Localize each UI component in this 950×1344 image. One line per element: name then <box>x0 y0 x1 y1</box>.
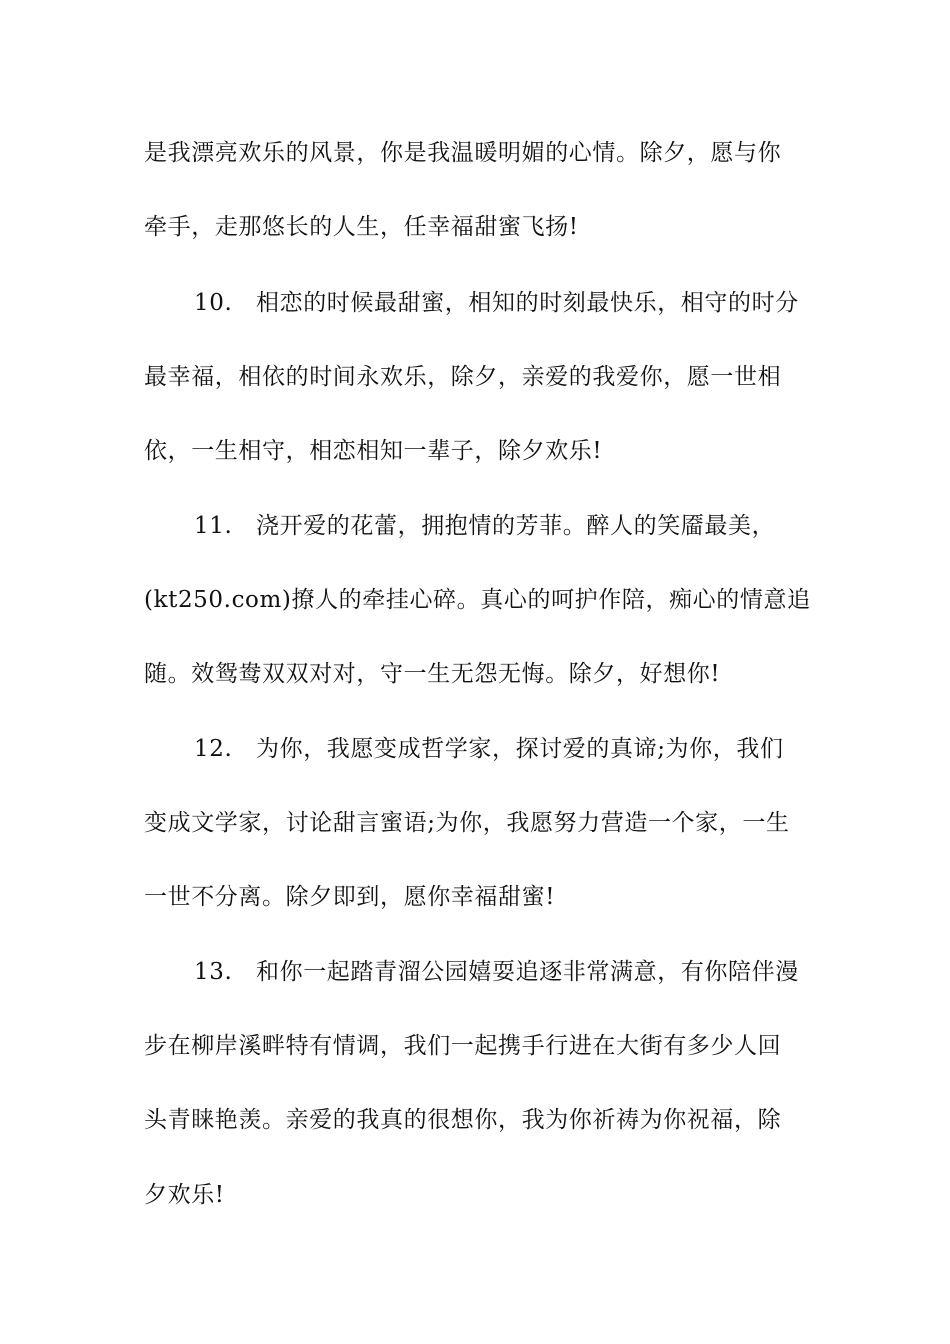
text-line: 一世不分离。除夕即到，愿你幸福甜蜜! <box>144 884 556 910</box>
text-line: 夕欢乐! <box>144 1182 225 1208</box>
item-number: 13. <box>194 959 233 985</box>
text-line: 浇开爱的花蕾，拥抱情的芳菲。醉人的笑靥最美， <box>256 513 776 539</box>
text-line: 为你，我愿变成哲学家，探讨爱的真谛;为你，我们 <box>256 736 784 762</box>
text-line: 牵手，走那悠长的人生，任幸福甜蜜飞扬! <box>144 214 579 240</box>
item-number: 11. <box>194 513 233 539</box>
text-line: 随。效鸳鸯双双对对，守一生无怨无悔。除夕，好想你! <box>144 661 721 687</box>
text-line: 是我漂亮欢乐的风景，你是我温暖明媚的心情。除夕，愿与你 <box>144 140 782 166</box>
text-line: 最幸福，相依的时间永欢乐，除夕，亲爱的我爱你，愿一世相 <box>144 364 782 390</box>
text-line: 和你一起踏青溜公园嬉耍追逐非常满意，有你陪伴漫 <box>256 959 799 985</box>
text-line: 头青睐艳羡。亲爱的我真的很想你，我为你祈祷为你祝福，除 <box>144 1107 782 1133</box>
paragraph-10-first-line <box>194 283 860 323</box>
item-number: 12. <box>194 736 233 762</box>
paragraph-12-first-line <box>194 729 860 769</box>
paragraph-13-first-line <box>194 952 860 992</box>
text-line: (kt250.com)撩人的牵挂心碎。真心的呵护作陪，痴心的情意追 <box>144 587 811 613</box>
text-line: 相恋的时候最甜蜜，相知的时刻最快乐，相守的时分 <box>256 290 799 316</box>
text-line: 步在柳岸溪畔特有情调，我们一起携手行进在大街有多少人回 <box>144 1033 782 1059</box>
text-line: 依，一生相守，相恋相知一辈子，除夕欢乐! <box>144 438 603 464</box>
paragraph-11-first-line <box>194 506 860 546</box>
text-line: 变成文学家，讨论甜言蜜语;为你，我愿努力营造一个家，一生 <box>144 810 790 836</box>
item-number: 10. <box>194 290 233 316</box>
